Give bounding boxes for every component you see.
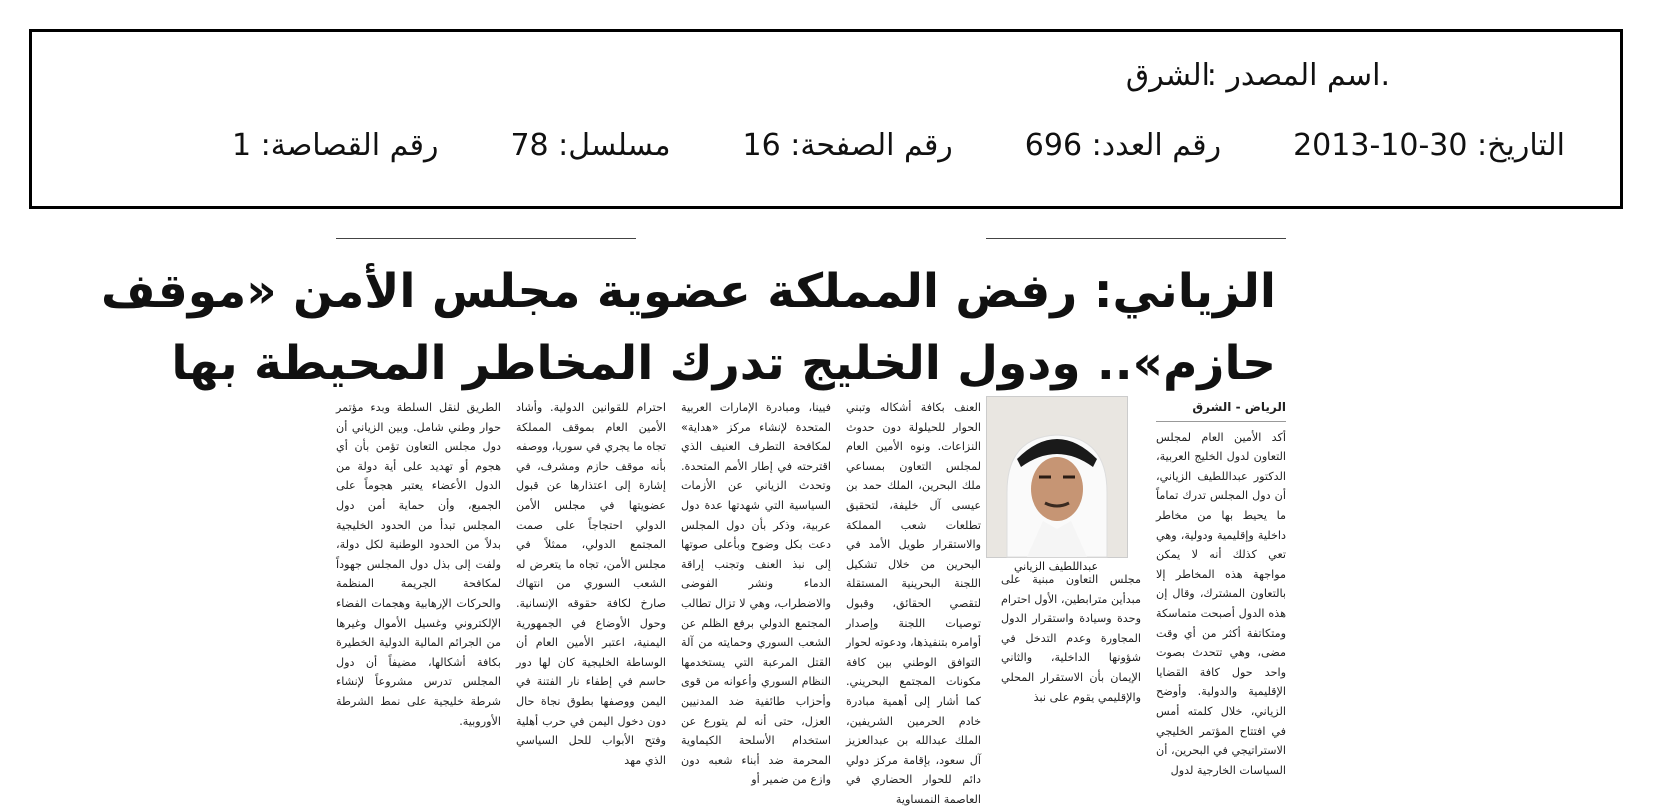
column-text-5: احترام للقوانين الدولية. وأشاد الأمين العام بموقف المملكة تجاه ما يجري في سوريا، ووصفه بأنه موقف حازم ومشرف، في إشارة إلى اعتذارها عن قبول عضويتها في مجلس الأمن الدولي احتجاجاً على صمت المجتمع الدولي، ممثلاً في مجلس الأمن، تجاه ما يتعرض له الشعب السوري من انتهاك صارخ لكافة حقوقه الإنسانية. وحول الأوضاع في الجمهورية اليمنية، اعتبر الأمين العام أن الوساطة الخليجية كان لها دور حاسم في إطفاء نار الفتنة في اليمن ووصفها بطوق نجاة حال دون دخول اليمن في حرب أهلية وفتح الأبواب للحل السياسي الذي مهد <box>516 401 666 767</box>
clip-metadata <box>232 128 1565 174</box>
column-text-4: فيينا، ومبادرة الإمارات العربية المتحدة لإنشاء مركز «هداية» لمكافحة التطرف العنيف الذي اقترحته في إطار الأمم المتحدة. وتحدث الزياني عن الأزمات السياسية التي شهدتها عدة دول عربية، وذكر بأن دول المجلس دعت بكل وضوح وبأعلى صوتها إلى نبذ العنف وتجنب إراقة الدماء ونشر الفوضى والاضطراب، وهي لا تزال تطالب المجتمع الدولي برفع الظلم عن الشعب السوري وحمايته من آلة القتل المرعبة التي يستخدمها النظام السوري وأعوانه من قوى وأحزاب طائفية ضد المدنيين العزل، حتى أنه لم يتورع عن استخدام الأسلحة الكيماوية المحرمة ضد أبناء شعبه دون وازع من ضمير أو <box>681 401 831 787</box>
column-text-3: العنف بكافة أشكاله وتبني الحوار للحيلولة دون حدوث النزاعات. ونوه الأمين العام لمجلس التعاون بمساعي ملك البحرين، الملك حمد بن عيسى آل خليفة، لتحقيق تطلعات شعب المملكة والاستقرار طويل الأمد في البحرين من خلال تشكيل اللجنة البحرينية المستقلة لتقصي الحقائق، وقبول توصيات اللجنة وإصدار أوامره بتنفيذها، ودعوته لحوار التوافق الوطني بين كافة مكونات المجتمع البحريني. كما أشار إلى أهمية مبادرة خادم الحرمين الشريفين، الملك عبدالله بن عبدالعزيز آل سعود، بإقامة مركز دولي دائم للحوار الحضاري في العاصمة النمساوية <box>846 401 981 806</box>
top-rule-left <box>336 238 636 239</box>
page-number: رقم الصفحة: 16 <box>742 128 953 163</box>
photo-caption: عبداللطيف الزياني <box>1013 560 1099 573</box>
article-column-3 <box>846 398 981 806</box>
clip-number: رقم القصاصة: 1 <box>232 128 439 163</box>
portrait-icon <box>987 397 1127 557</box>
byline: الرياض - الشرق <box>1156 398 1286 422</box>
headline-line-2: حازم».. ودول الخليج تدرك المخاطر المحيطة بها <box>171 336 1276 391</box>
date-field: التاريخ: 30-10-2013 <box>1293 128 1565 163</box>
issue-number: رقم العدد: 696 <box>1024 128 1222 163</box>
article-headline <box>100 256 1276 400</box>
article-column-4 <box>681 398 831 787</box>
source-value: الشرق <box>1125 58 1210 93</box>
source-label: .اسم المصدر : <box>1206 58 1390 93</box>
source-info-box <box>29 29 1623 209</box>
article-column-2 <box>1001 570 1141 738</box>
column-text-2: مجلس التعاون مبنية على مبدأين مترابطين، الأول احترام وحدة وسيادة واستقرار الدول المجاورة وعدم التدخل في شؤونها الداخلية، والثاني الإيمان بأن الاستقرار المحلي والإقليمي يقوم على نبذ <box>1001 573 1141 704</box>
portrait-photo <box>986 396 1128 558</box>
column-text-6: الطريق لنقل السلطة وبدء مؤتمر حوار وطني شامل. وبين الزياني أن دول مجلس التعاون تؤمن بأن أي هجوم أو تهديد على أية دولة من الدول الأعضاء يعتبر هجوماً على الجميع، وأن حماية أمن دول المجلس تبدأ من الحدود الخليجية بدلاً من الحدود الوطنية لكل دولة، ولفت إلى بذل دول المجلس جهوداً لمكافحة الجريمة المنظمة والحركات الإرهابية وهجمات الفضاء الإلكتروني وغسيل الأموال وغيرها من الجرائم المالية الدولية الخطيرة بكافة أشكالها، مضيفاً أن دول المجلس تدرس مشروعاً لإنشاء شرطة خليجية على نمط الشرطة الأوروبية. <box>336 401 501 728</box>
article-column-6 <box>336 398 501 738</box>
article-column-5 <box>516 398 666 767</box>
column-text-1: أكد الأمين العام لمجلس التعاون لدول الخليج العربية، الدكتور عبداللطيف الزياني، أن دول المجلس تدرك تماماً ما يحيط بها من مخاطر داخلية وإقليمية ودولية، وهي تعي كذلك أنه لا يمكن مواجهة هذه المخاطر إلا بالتعاون المشترك، وقال إن هذه الدول أصبحت متماسكة ومتكاتفة أكثر من أي وقت مضى، وهي تتحدث بصوت واحد حول كافة القضايا الإقليمية والدولية. وأوضح الزياني، خلال كلمته أمس في افتتاح المؤتمر الخليجي الاستراتيجي في البحرين، أن السياسات الخارجية لدول <box>1156 430 1286 777</box>
newspaper-clipping <box>100 238 1286 806</box>
serial-number: مسلسل: 78 <box>510 128 671 163</box>
top-rule-right <box>986 238 1286 239</box>
headline-line-1: الزياني: رفض المملكة عضوية مجلس الأمن «موقف <box>100 264 1276 319</box>
article-column-1 <box>1156 398 1286 777</box>
